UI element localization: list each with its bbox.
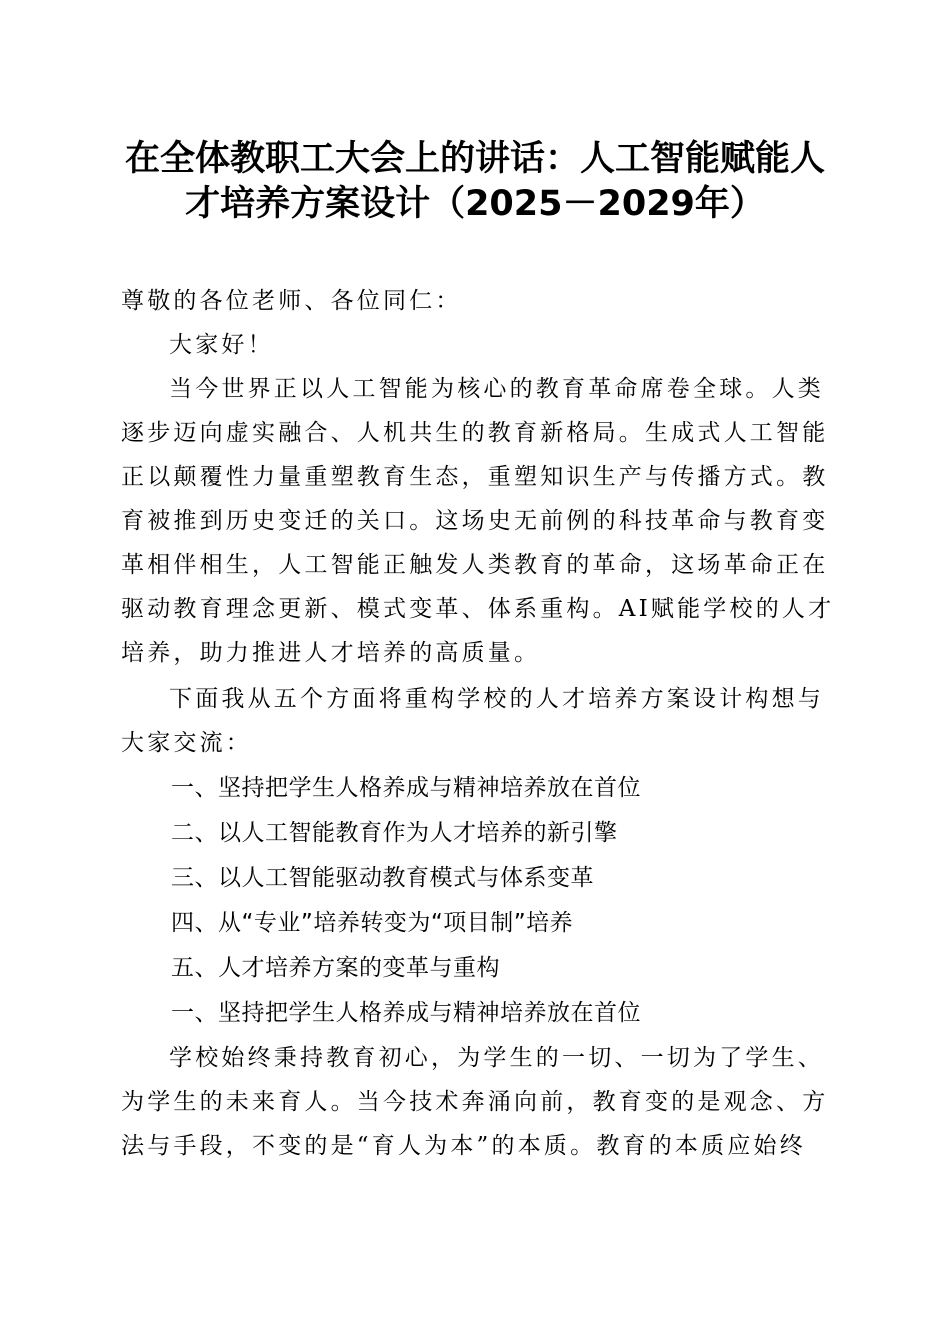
outline-item-1: 一、坚持把学生人格养成与精神培养放在首位 (171, 775, 641, 801)
salutation: 尊敬的各位老师、各位同仁： (121, 288, 462, 314)
section-1-heading: 一、坚持把学生人格养成与精神培养放在首位 (171, 1000, 641, 1026)
paragraph-3-line-1: 学校始终秉持教育初心，为学生的一切、一切为了学生、 (169, 1045, 824, 1071)
outline-item-3: 三、以人工智能驱动教育模式与体系变革 (171, 865, 594, 891)
paragraph-2-line-1: 下面我从五个方面将重构学校的人才培养方案设计构想与 (169, 686, 824, 712)
paragraph-1-line-5: 革相伴相生，人工智能正触发人类教育的革命，这场革命正在 (121, 552, 829, 578)
paragraph-3-line-2: 为学生的未来育人。当今技术奔涌向前，教育变的是观念、方 (121, 1089, 829, 1115)
paragraph-3-line-3: 法与手段，不变的是“育人为本”的本质。教育的本质应始终 (121, 1133, 806, 1159)
outline-item-2: 二、以人工智能教育作为人才培养的新引擎 (171, 820, 618, 846)
paragraph-1-line-6: 驱动教育理念更新、模式变革、体系重构。AI赋能学校的人才 (121, 596, 835, 622)
paragraph-1-line-4: 育被推到历史变迁的关口。这场史无前例的科技革命与教育变 (121, 508, 829, 534)
paragraph-2-line-2: 大家交流： (121, 730, 252, 756)
document-title-line-1: 在全体教职工大会上的讲话：人工智能赋能人 (124, 139, 825, 179)
outline-item-4: 四、从“专业”培养转变为“项目制”培养 (171, 910, 574, 936)
paragraph-1-line-3: 正以颠覆性力量重塑教育生态，重塑知识生产与传播方式。教 (121, 464, 829, 490)
paragraph-1-line-2: 逐步迈向虚实融合、人机共生的教育新格局。生成式人工智能 (121, 420, 829, 446)
outline-item-5: 五、人才培养方案的变革与重构 (171, 955, 500, 981)
paragraph-1-line-7: 培养，助力推进人才培养的高质量。 (121, 640, 541, 666)
paragraph-1-line-1: 当今世界正以人工智能为核心的教育革命席卷全球。人类 (169, 376, 824, 402)
document-title-line-2: 才培养方案设计（2025－2029年） (185, 184, 765, 224)
greeting: 大家好！ (169, 332, 274, 358)
